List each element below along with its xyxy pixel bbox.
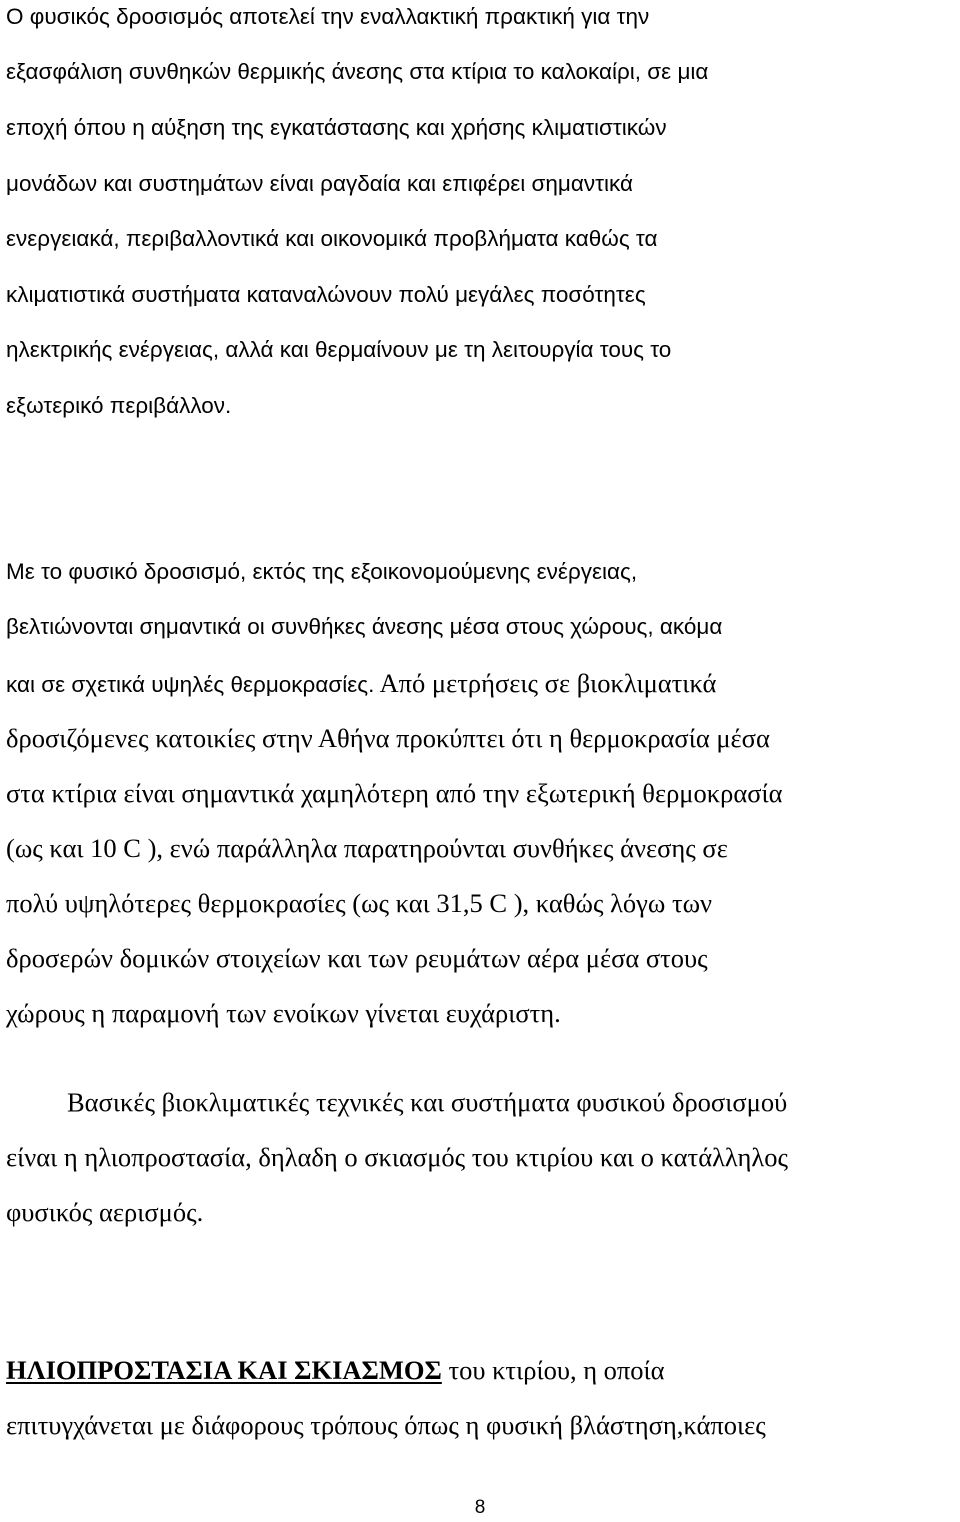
text-segment: Από μετρήσεις σε βιοκλιματικά [374, 668, 717, 698]
text-line: χώρους η παραμονή των ενοίκων γίνεται ευχάριστη. [6, 998, 561, 1028]
text-line: (ως και 10 C ), ενώ παράλληλα παρατηρούνται συνθήκες άνεσης σε [6, 833, 728, 863]
text-segment: και σε σχετικά υψηλές θερμοκρασίες. [6, 672, 375, 697]
text-line: ενεργειακά, περιβαλλοντικά και οικονομικά προβλήματα καθώς τα [6, 226, 658, 251]
text-line: στα κτίρια είναι σημαντικά χαμηλότερη από την εξωτερική θερμοκρασία [6, 778, 783, 808]
page-number: 8 [474, 1497, 486, 1518]
text-line: δροσιζόμενες κατοικίες στην Αθήνα προκύπτει ότι η θερμοκρασία μέσα [6, 723, 770, 753]
text-line: πολύ υψηλότερες θερμοκρασίες (ως και 31,5 C ), καθώς λόγω των [6, 888, 713, 918]
text-line: Με το φυσικό δροσισμό, εκτός της εξοικονομούμενης ενέργειας, [6, 559, 638, 584]
text-line: εξωτερικό περιβάλλον. [6, 393, 232, 418]
text-line [6, 1357, 665, 1384]
text-line: δροσερών δομικών στοιχείων και των ρευμάτων αέρα μέσα στους [6, 943, 708, 973]
text-line: κλιματιστικά συστήματα καταναλώνουν πολύ μεγάλες ποσότητες [6, 282, 646, 307]
text-line: μονάδων και συστημάτων είναι ραγδαία και επιφέρει σημαντικά [6, 171, 634, 196]
text-line: εξασφάλιση συνθηκών θερμικής άνεσης στα κτίρια το καλοκαίρι, σε μια [6, 59, 709, 84]
text-line: Ο φυσικός δροσισμός αποτελεί την εναλλακτική πρακτική για την [6, 4, 650, 29]
text-line: Βασικές βιοκλιματικές τεχνικές και συστήματα φυσικού δροσισμού [67, 1087, 788, 1117]
section-heading: ΗΛΙΟΠΡΟΣΤΑΣΙΑ ΚΑΙ ΣΚΙΑΣΜΟΣ [6, 1355, 442, 1385]
text-segment: του κτιρίου, η οποία [441, 1355, 665, 1385]
text-line: επιτυγχάνεται με διάφορους τρόπους όπως η φυσική βλάστηση,κάποιες [6, 1410, 766, 1440]
text-line: φυσικός αερισμός. [6, 1197, 204, 1227]
text-line: είναι η ηλιοπροστασία, δηλαδη ο σκιασμός του κτιρίου και ο κατάλληλος [6, 1142, 788, 1172]
text-line [6, 670, 716, 697]
text-line: εποχή όπου η αύξηση της εγκατάστασης και χρήσης κλιματιστικών [6, 115, 667, 140]
text-line: βελτιώνονται σημαντικά οι συνθήκες άνεσης μέσα στους χώρους, ακόμα [6, 614, 723, 639]
text-line: ηλεκτρικής ενέργειας, αλλά και θερμαίνουν με τη λειτουργία τους το [6, 337, 672, 362]
